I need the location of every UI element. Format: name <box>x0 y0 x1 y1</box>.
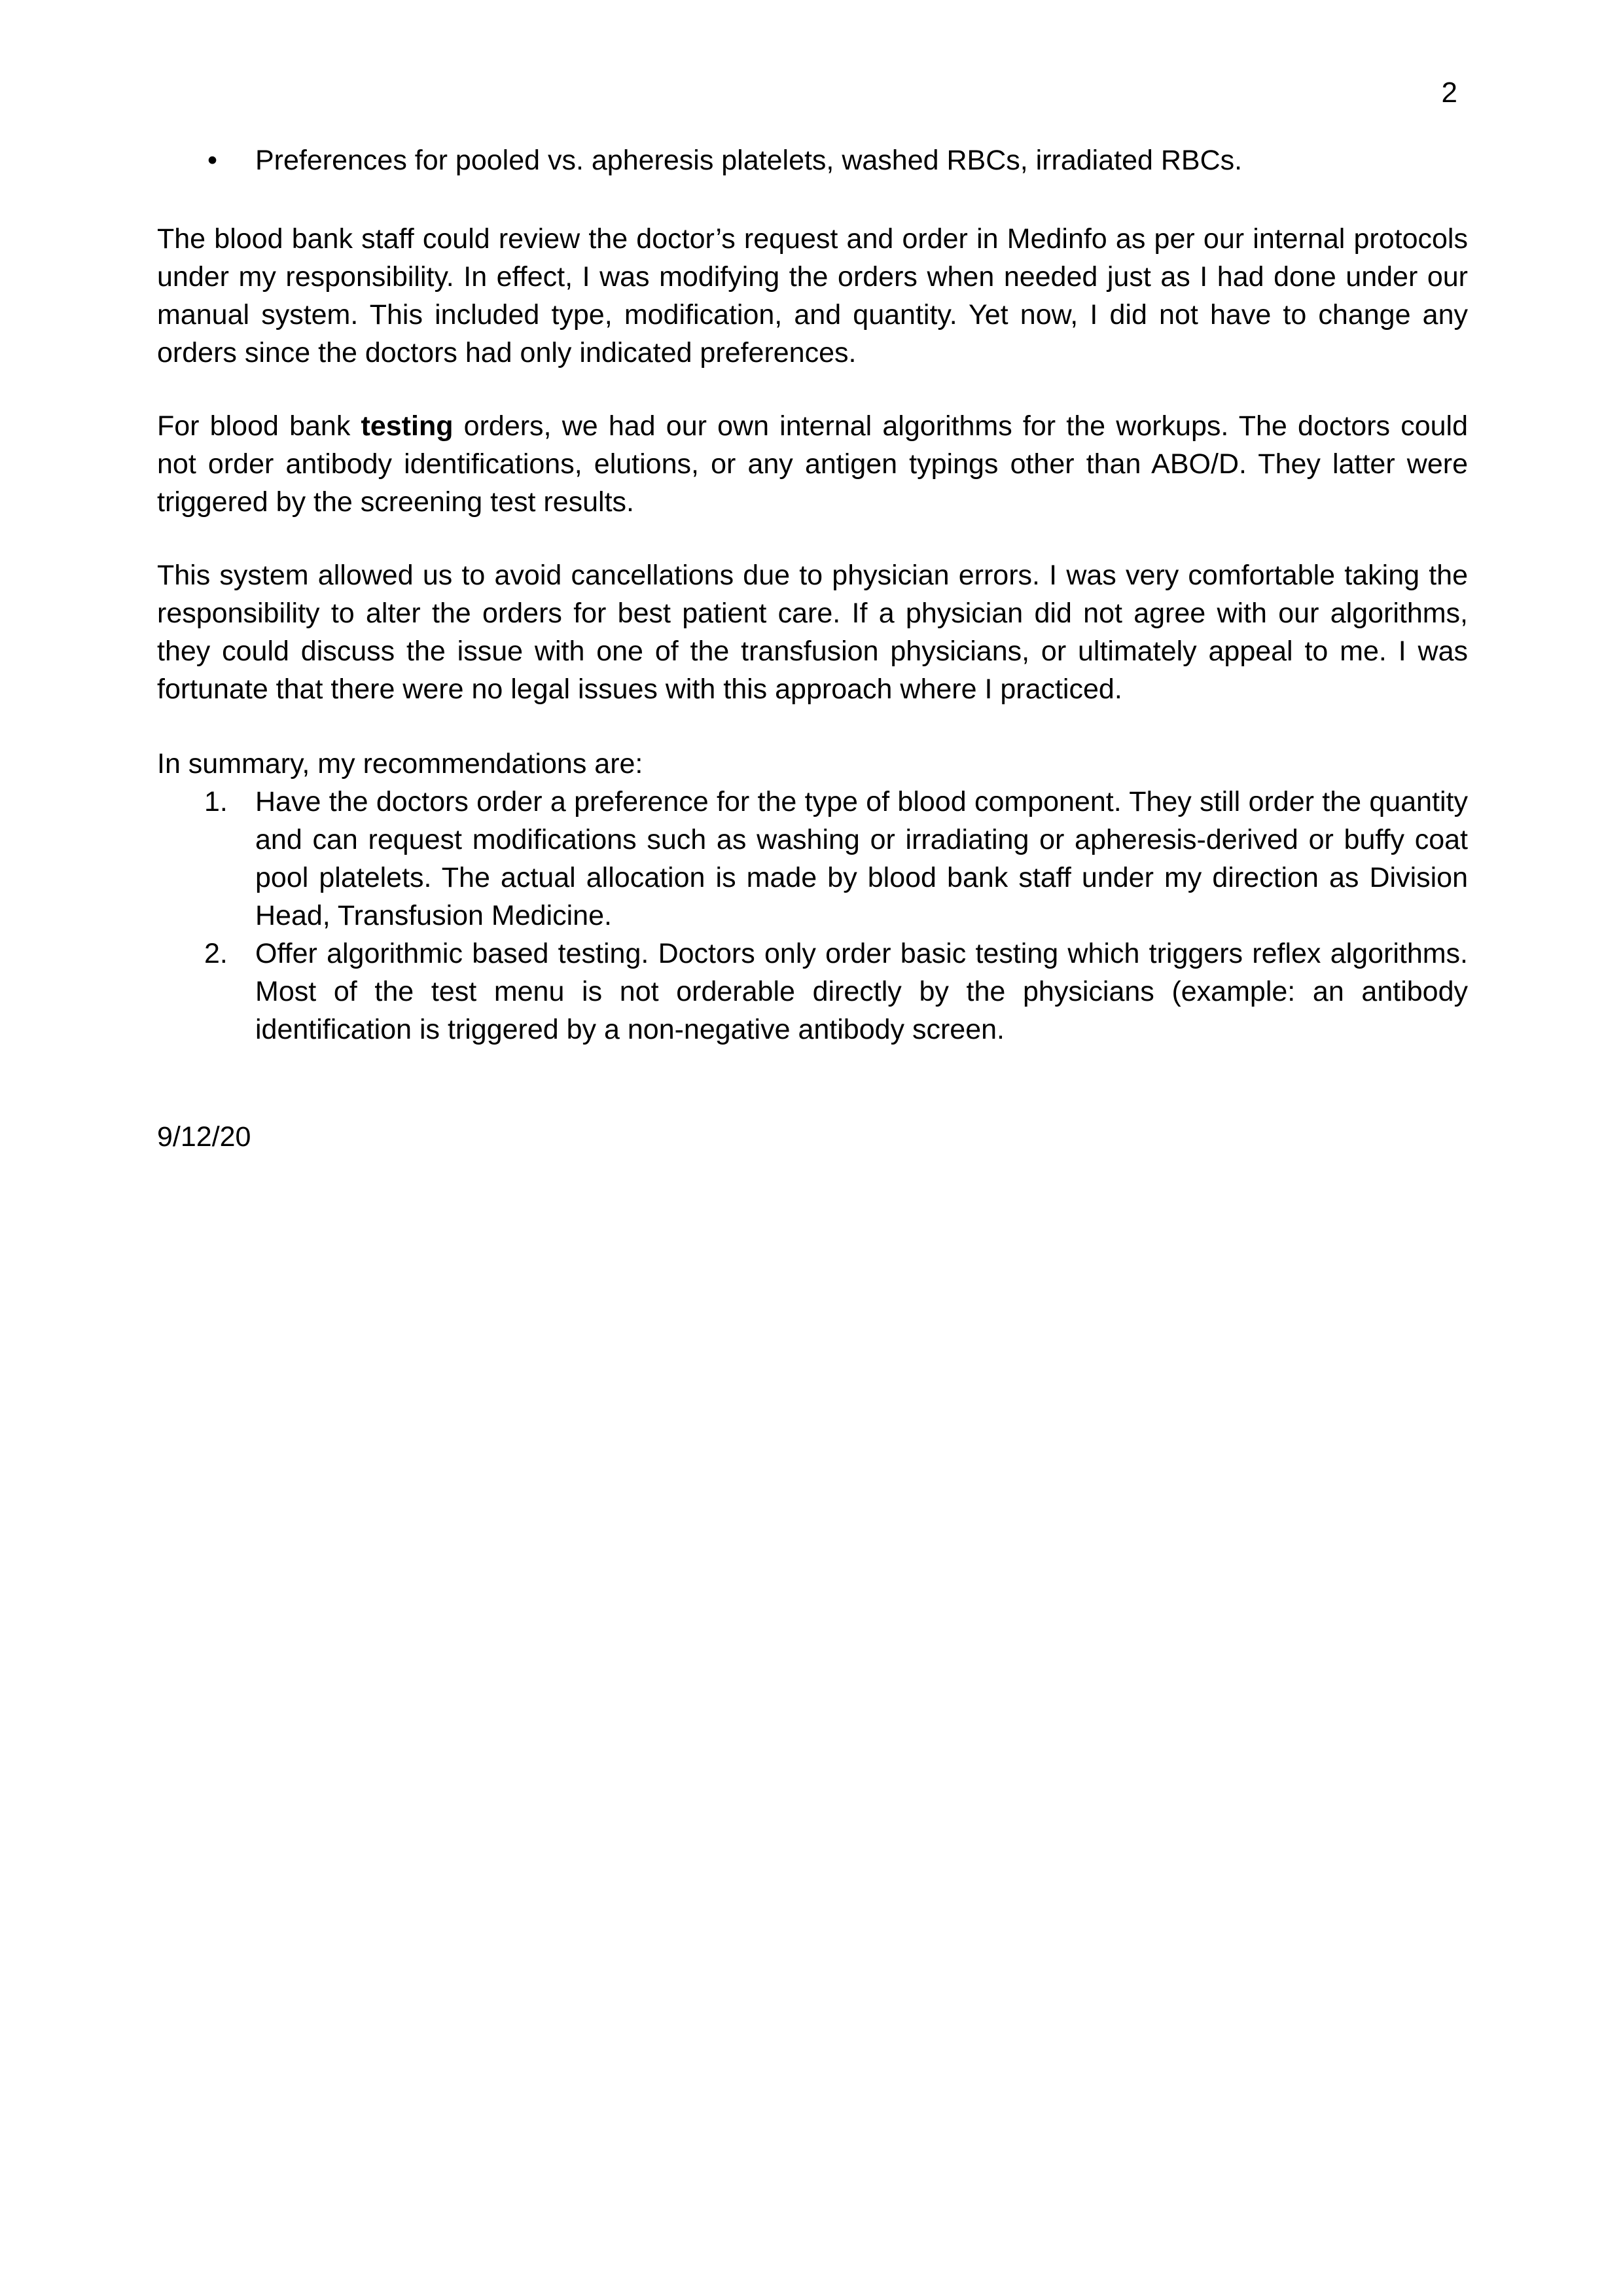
paragraph-testing-before: For blood bank <box>157 410 361 442</box>
list-item-marker: 2. <box>204 938 228 969</box>
paragraph-testing-emphasis: testing <box>361 410 454 442</box>
bullet-item-text: Preferences for pooled vs. apheresis platelets, washed RBCs, irradiated RBCs. <box>255 145 1243 176</box>
document-date: 9/12/20 <box>157 1121 251 1153</box>
recommendations-list <box>157 783 1468 1049</box>
paragraph-testing-after: orders, we had our own internal algorithms for the workups. The doctors could not order antibody identifications, elutions, or any antigen typings other than ABO/D. They latter were triggered by the screening test results. <box>157 410 1469 518</box>
page-number: 2 <box>1441 77 1457 109</box>
list-item <box>157 935 1468 1049</box>
summary-lead-text: In summary, my recommendations are: <box>157 748 643 780</box>
paragraph-blood-bank-staff: The blood bank staff could review the doctor’s request and order in Medinfo as per our internal protocols under my responsibility. In effect, I was modifying the orders when needed just as I had done under our manual system. This included type, modification, and quantity. Yet now, I did not have to change any orders since the doctors had only indicated preferences. <box>157 223 1468 368</box>
preferences-bullet-list <box>157 141 1468 179</box>
list-item <box>157 141 1468 179</box>
list-item-text: Have the doctors order a preference for the type of blood component. They still order the quantity and can request modifications such as washing or irradiating or apheresis-derived or buffy coat pool platelets. The actual allocation is made by blood bank staff under my direction as Division Head, Transfusion Medicine. <box>255 786 1468 931</box>
list-item <box>157 783 1468 935</box>
paragraph-testing-orders <box>157 407 1468 521</box>
page-content <box>157 79 1468 1156</box>
list-item-text: Offer algorithmic based testing. Doctors only order basic testing which triggers reflex algorithms. Most of the test menu is not orderable directly by the physicians (example: an antibody identification is triggered by a non-negative antibody screen. <box>255 938 1468 1045</box>
bullet-icon: • <box>207 145 218 176</box>
paragraph-avoid-cancellations: This system allowed us to avoid cancellations due to physician errors. I was very comfortable taking the responsibility to alter the orders for best patient care. If a physician did not agree with our algorithms, they could discuss the issue with one of the transfusion physicians, or ultimately appeal to me. I was fortunate that there were no legal issues with this approach where I practiced. <box>157 560 1468 705</box>
list-item-marker: 1. <box>204 786 228 817</box>
